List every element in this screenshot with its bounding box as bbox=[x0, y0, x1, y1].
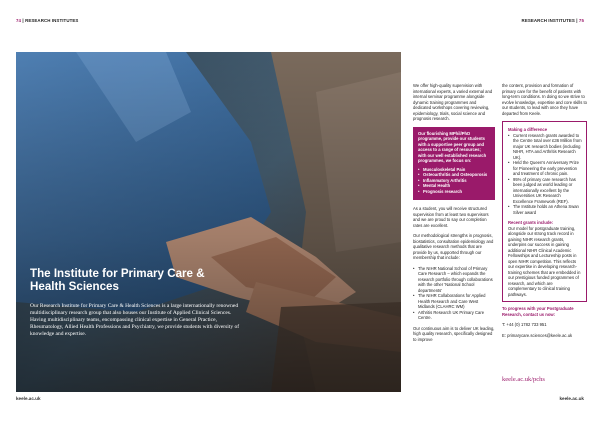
list-item: • Osteoarthritis and Osteoporosis bbox=[418, 172, 490, 178]
hero-photo bbox=[16, 52, 401, 392]
page-title: The Institute for Primary Care & Health Sciences bbox=[30, 267, 205, 293]
page-header-left bbox=[16, 18, 78, 23]
header-separator: | bbox=[576, 18, 579, 23]
header-separator: | bbox=[22, 18, 26, 23]
footer-url-right[interactable]: keele.ac.uk bbox=[559, 396, 584, 401]
programme-intro: Our flourishing MPhil/PhD programme, provide our students with a supportive peer group and access to a range of resources; with our well established research programmes, we focus on: bbox=[418, 130, 487, 163]
difference-heading: Making a difference bbox=[508, 127, 548, 132]
intro-paragraph: Our Research Institute for Primary Care & Health Sciences is a large internationally renowned multidisciplinary research group that also houses our Institute of Applied Clinical Sciences. Having multidisciplinary teams, encompassing clinical expertise in General Practice, Rheumatology, Allied Health Professions and Psychiatry, we provide students with diversity of knowledge and expertise. bbox=[30, 303, 240, 337]
page-number-right: 75 bbox=[578, 18, 584, 23]
focus-list bbox=[418, 167, 490, 195]
list-item: • Mental Health bbox=[418, 183, 490, 189]
list-item: • Inflammatory Arthritis bbox=[418, 178, 490, 184]
aim-paragraph: Our continuous aim is to deliver UK leading, high quality research, specifically designed to improve bbox=[413, 325, 495, 342]
list-item: • Musculoskeletal Pain bbox=[418, 167, 490, 173]
list-item: • The NIHR Collaborations for Applied Health Research and Care West Midlands (CLAHRC WM) bbox=[413, 293, 495, 310]
text-column-1 bbox=[413, 83, 495, 347]
institute-link[interactable]: keele.ac.uk/pchs bbox=[502, 376, 545, 383]
provision-paragraph: the content, provision and formation of primary care for the benefit of patients with long-term conditions. In doing so we strive to evolve knowledge, expertise and core skills to our students, to lead with once they have departed from Keele. bbox=[502, 83, 587, 116]
list-item: • Prognosis research bbox=[418, 189, 490, 195]
footer-url-left[interactable]: keele.ac.uk bbox=[16, 396, 41, 401]
list-item: • The Institute holds an Athena Swan Silver award bbox=[508, 204, 582, 215]
supervision-paragraph: We offer high-quality supervision with international experts, a varied external and internal seminar programme alongside dynamic training programmes and dedicated workshops covering reviewing, epidemiology, trials, social science and prognosis research. bbox=[413, 83, 493, 121]
page-number-left: 74 bbox=[16, 18, 22, 23]
list-item: • The NIHR National School of Primary Care Research – which expands the research portfolio through collaborations with the other 'National School departments' bbox=[413, 266, 495, 294]
page-header-right bbox=[522, 18, 584, 23]
list-item: • 95% of primary care research has been judged as world leading or internationally excellent by the Universities UK Research Excellence Framework (REF). bbox=[508, 177, 582, 205]
contact-phone[interactable]: T: +44 (0) 1782 733 951 bbox=[502, 322, 547, 327]
header-section-right: RESEARCH INSTITUTES bbox=[521, 18, 575, 23]
supervision-structure-paragraph: As a student, you will receive structured supervision from at least two supervisors and we are proud to say our completion rates are excellent. bbox=[413, 206, 489, 228]
header-section-left: RESEARCH INSTITUTES bbox=[25, 18, 79, 23]
difference-list bbox=[508, 133, 582, 216]
programme-highlight-box bbox=[413, 127, 495, 201]
list-item: • Held the Queen's Anniversary Prize for Pioneering the early prevention and treatment of chronic pain. bbox=[508, 160, 582, 177]
grants-paragraph: Our model for postgraduate training, alongside our strong track record in gaining NIHR research grants, underpins our success in gaining additional NIHR Clinical Academic Fellowships and Lectureship posts in open NIHR competition. This reflects our expertise in developing research-training schemes that are embedded in our prestigious funded programmes of research, and which are complementary to clinical training pathways. bbox=[508, 225, 581, 297]
grants-heading: Recent grants include: bbox=[508, 220, 554, 225]
list-item: • Arthritis Research UK Primary Care Centre. bbox=[413, 310, 495, 321]
contact-heading: To progress with your Postgraduate Research, contact us now: bbox=[502, 306, 574, 317]
list-item: • Current research grants awarded to the Centre total over £36 Million from major UK research bodies (including NIHR, HTA and Arthritis Research UK). bbox=[508, 133, 582, 161]
difference-box bbox=[502, 121, 587, 302]
contact-email[interactable]: E: primarycare.sciences@keele.ac.uk bbox=[502, 332, 573, 338]
membership-list bbox=[413, 266, 495, 321]
methodology-paragraph: Our methodological strengths in prognosis, biostatistics, consultation epidemiology and qualitative research methods that are provide by us, supported through our membership that include: bbox=[413, 233, 494, 260]
text-column-2 bbox=[502, 83, 587, 343]
